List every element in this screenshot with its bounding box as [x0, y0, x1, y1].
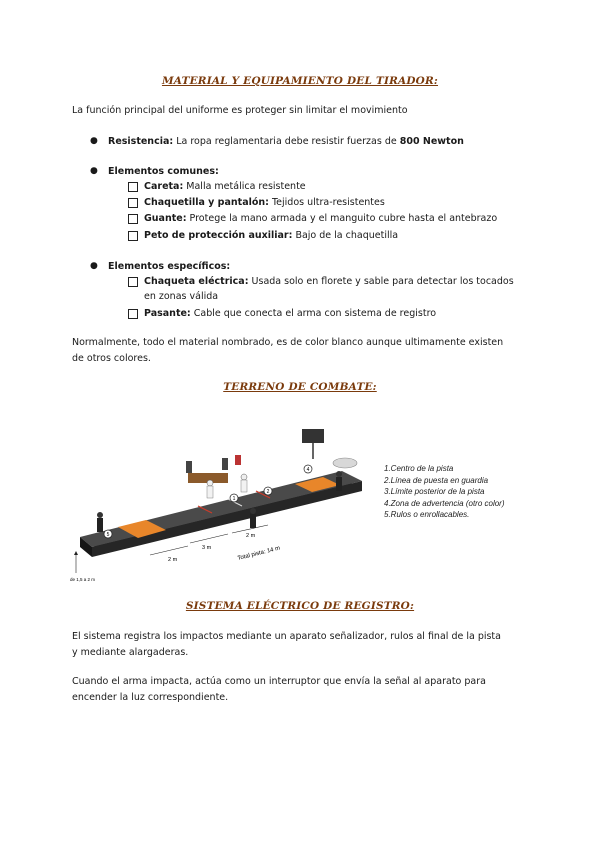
sistema-p1-line-1: El sistema registra los impactos mediante un aparato señalizador, rulos al final de la pista [72, 631, 501, 642]
chaquetilla-text: Tejidos ultra-resistentes [268, 197, 385, 208]
sistema-paragraph-1 [72, 629, 532, 661]
dim-width: de 1,5 a 2 m [70, 577, 96, 582]
scoreboard-icon [302, 429, 324, 443]
dim-2m-left: 2 m [168, 557, 178, 563]
chaquetilla-label: Chaquetilla y pantalón: [144, 197, 269, 208]
sistema-paragraph-2 [72, 674, 532, 706]
resistencia-text: La ropa reglamentaria debe resistir fuerzas de [173, 136, 400, 147]
referee-icon [336, 471, 342, 491]
legend-item-2: 2.Línea de puesta en guardia [384, 475, 489, 485]
comunes-label: Elementos comunes: [108, 166, 219, 177]
legend-item-3: 3.Límite posterior de la pista [384, 487, 485, 496]
normal-paragraph [72, 335, 532, 367]
bullet-dot-icon: ● [90, 261, 98, 271]
normal-line-2: de otros colores. [72, 353, 151, 364]
section-title-terreno: TERRENO DE COMBATE: [223, 381, 377, 393]
guante-text: Protege la mano armada y el manguito cubre hasta el antebrazo [186, 213, 498, 224]
marker-label: 5 [106, 532, 110, 538]
peto-text: Bajo de la chaquetilla [292, 230, 399, 241]
checkbox-icon [128, 231, 138, 241]
bullet-dot-icon: ● [90, 136, 98, 146]
legend-item-1: 1.Centro de la pista [384, 464, 454, 473]
legend-item-4: 4.Zona de advertencia (otro color) [384, 498, 505, 508]
fencer-left-icon [207, 480, 213, 498]
normal-line-1: Normalmente, todo el material nombrado, es de color blanco aunque ultimamente existen [72, 337, 504, 348]
checkbox-icon [128, 309, 138, 319]
peto-label: Peto de protección auxiliar: [144, 230, 293, 241]
careta-label: Careta: [144, 181, 184, 192]
pasante-text: Cable que conecta el arma con sistema de registro [190, 308, 437, 319]
pasante-label: Pasante: [144, 308, 191, 319]
dim-2m-right: 2 m [246, 533, 256, 539]
checkbox-icon [128, 277, 138, 287]
chaqueta-label: Chaqueta eléctrica: [144, 276, 249, 287]
sistema-p2-line-2: encender la luz correspondiente. [72, 692, 229, 703]
section-title-sistema: SISTEMA ELÉCTRICO DE REGISTRO: [185, 600, 415, 612]
checkbox-icon [128, 214, 138, 224]
fencer-right-icon [241, 474, 247, 492]
especificos-label: Elementos específicos: [108, 261, 231, 272]
piste-front [92, 481, 362, 557]
chaqueta-text-cont: en zonas válida [144, 291, 219, 302]
careta-text: Malla metálica resistente [183, 181, 306, 192]
sistema-p1-line-2: y mediante alargaderas. [72, 647, 189, 658]
resistencia-value: 800 Newton [399, 136, 464, 147]
sistema-p2-line-1: Cuando el arma impacta, actúa como un interruptor que envía la señal al aparato para [72, 676, 486, 687]
checkbox-icon [128, 198, 138, 208]
legend-item-5: 5.Rulos o enrollacables. [384, 510, 470, 519]
chaqueta-text: Usada solo en florete y sable para detectar los tocados [248, 276, 514, 287]
marker-label: 4 [306, 467, 310, 473]
section-title-material: MATERIAL Y EQUIPAMIENTO DEL TIRADOR: [161, 75, 439, 87]
checkbox-icon [128, 182, 138, 192]
bullet-dot-icon: ● [90, 166, 98, 176]
marker-label: 2 [266, 489, 270, 495]
intro-paragraph: La función principal del uniforme es proteger sin limitar el movimiento [72, 105, 408, 116]
resistencia-label: Resistencia: [108, 136, 174, 147]
guante-label: Guante: [144, 213, 187, 224]
dim-total: Total pista: 14 m [237, 545, 281, 562]
referee-icon [250, 508, 256, 528]
dim-3m: 3 m [202, 545, 212, 551]
figure-legend [384, 463, 505, 521]
marker-label: 1 [232, 496, 236, 502]
referee-icon [97, 512, 103, 532]
reel-icon [333, 458, 357, 468]
